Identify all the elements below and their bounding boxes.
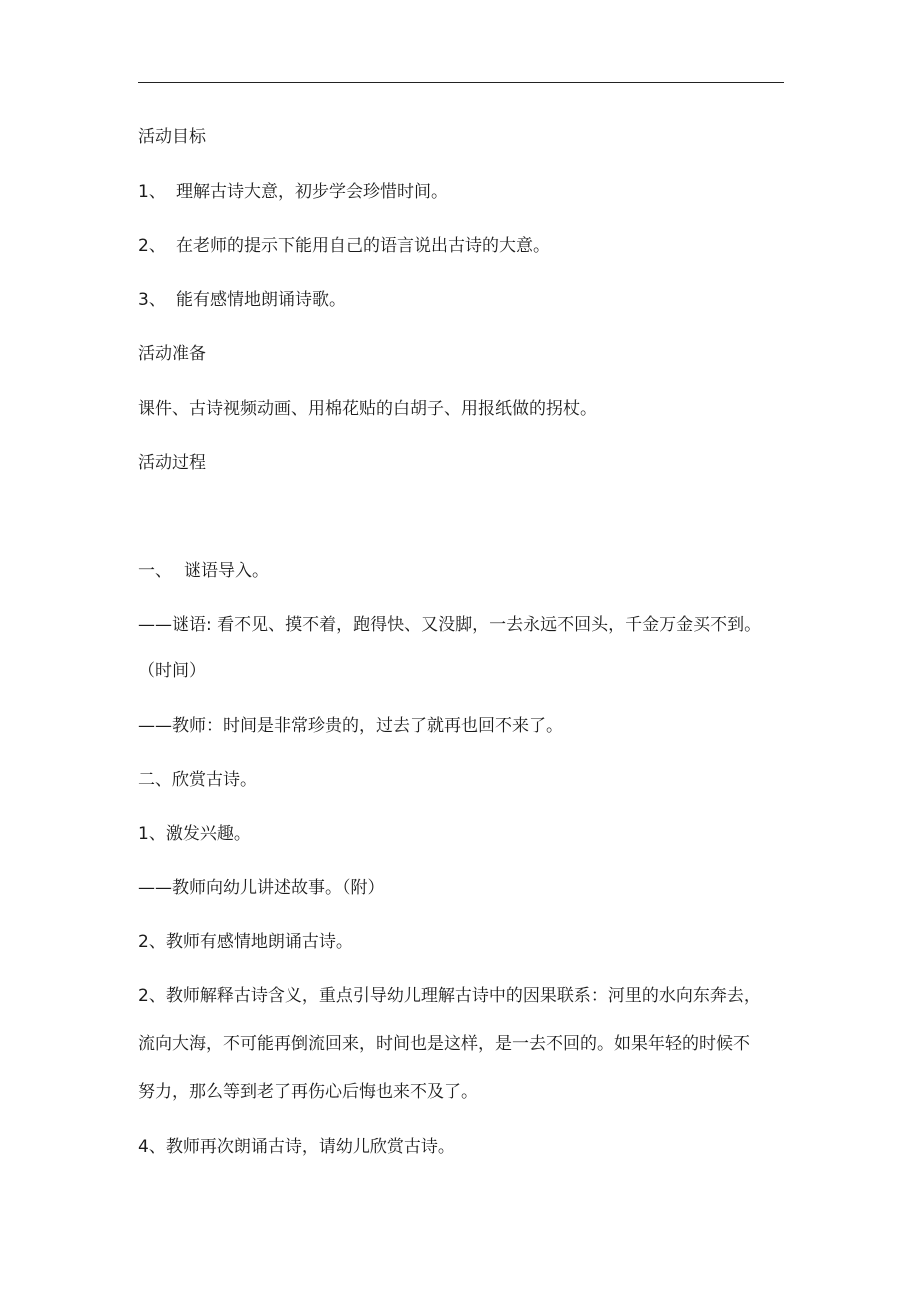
goal-text: 在老师的提示下能用自己的语言说出古诗的大意。 — [176, 236, 550, 256]
section-2-heading: 二、欣赏古诗。 — [138, 770, 257, 790]
header-rule — [138, 82, 784, 83]
section-1-heading — [138, 560, 269, 582]
section-number: 一、 — [138, 561, 172, 581]
teacher-line: ——教师：时间是非常珍贵的，过去了就再也回不来了。 — [138, 716, 563, 736]
riddle-line-2: （时间） — [138, 661, 206, 681]
step-1-detail: ——教师向幼儿讲述故事。（附） — [138, 878, 385, 898]
riddle-line-1: ——谜语: 看不见、摸不着，跑得快、又没脚，一去永远不回头，千金万金买不到。 — [138, 615, 762, 635]
goal-item-1 — [138, 181, 448, 203]
goal-number: 3、 — [138, 290, 166, 310]
step-3-line-3: 努力，那么等到老了再伤心后悔也来不及了。 — [138, 1082, 478, 1102]
step-2: 2、教师有感情地朗诵古诗。 — [138, 932, 353, 952]
heading-goals: 活动目标 — [138, 127, 206, 147]
goal-item-3 — [138, 289, 346, 311]
goal-number: 2、 — [138, 236, 166, 256]
prep-text: 课件、古诗视频动画、用棉花贴的白胡子、用报纸做的拐杖。 — [138, 399, 597, 419]
goal-number: 1、 — [138, 182, 166, 202]
section-title: 谜语导入。 — [184, 561, 269, 581]
heading-process: 活动过程 — [138, 453, 206, 473]
heading-prep: 活动准备 — [138, 344, 206, 364]
step-4: 4、教师再次朗诵古诗，请幼儿欣赏古诗。 — [138, 1137, 455, 1157]
goal-text: 能有感情地朗诵诗歌。 — [176, 290, 346, 310]
step-3-line-2: 流向大海，不可能再倒流回来，时间也是这样，是一去不回的。如果年轻的时候不 — [138, 1034, 750, 1054]
goal-item-2 — [138, 235, 550, 257]
step-3-line-1: 2、教师解释古诗含义，重点引导幼儿理解古诗中的因果联系：河里的水向东奔去， — [138, 986, 761, 1006]
step-1: 1、激发兴趣。 — [138, 824, 251, 844]
goal-text: 理解古诗大意，初步学会珍惜时间。 — [176, 182, 448, 202]
